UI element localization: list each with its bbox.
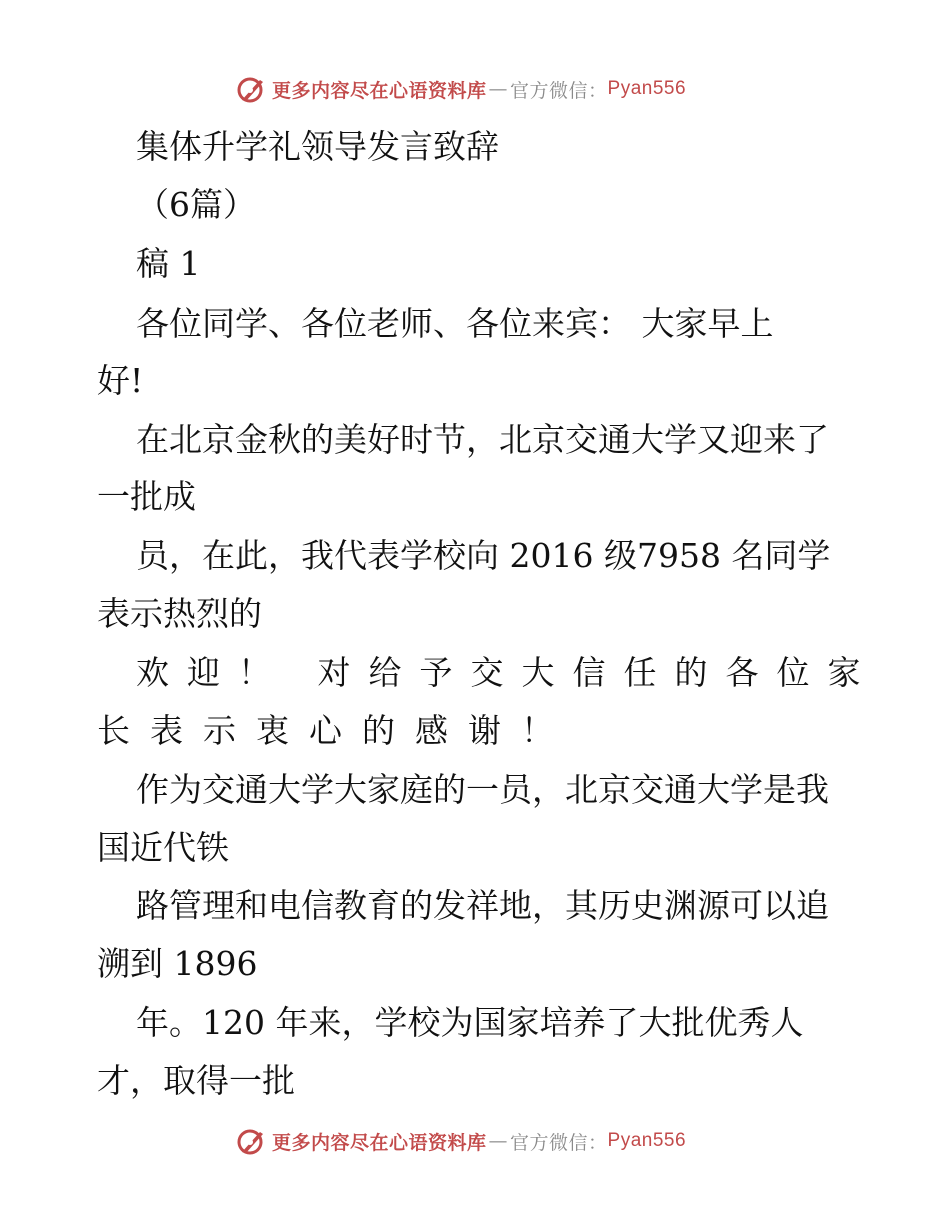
paragraph-line: 年。120 年来，学校为国家培养了大批优秀人 xyxy=(136,1003,804,1042)
watermark-official-label: 官方微信： xyxy=(510,1131,608,1154)
document-subtitle: （6篇） xyxy=(136,185,256,224)
watermark-wechat-id: Pyan556 xyxy=(607,78,687,99)
paragraph-line: 才，取得一批 xyxy=(97,1061,295,1100)
section-heading: 稿 1 xyxy=(136,244,201,283)
paragraph-line: 各位同学、各位老师、各位来宾： 大家早上 xyxy=(136,304,774,343)
paragraph-line: 作为交通大学大家庭的一员，北京交通大学是我 xyxy=(136,770,829,809)
paragraph-line: 好! xyxy=(97,361,144,400)
paragraph-line: 欢迎！ 对给予交大信任的各位家 xyxy=(136,653,879,692)
watermark-official-label: 官方微信： xyxy=(510,79,608,102)
watermark-wechat-id: Pyan556 xyxy=(607,1130,687,1151)
paragraph-line: 溯到 1896 xyxy=(97,944,258,983)
paragraph-line: 在北京金秋的美好时节，北京交通大学又迎来了 xyxy=(136,420,829,459)
watermark-text: 更多内容尽在心语资料库 xyxy=(272,1131,487,1154)
watermark-separator: — xyxy=(488,1130,509,1152)
watermark-text: 更多内容尽在心语资料库 xyxy=(272,79,487,102)
paragraph-line: 表示热烈的 xyxy=(97,594,262,633)
paragraph-line: 国近代铁 xyxy=(97,828,229,867)
paragraph-line: 长表示衷心的感谢！ xyxy=(97,711,574,750)
footer-watermark xyxy=(236,1124,686,1158)
paragraph-line: 路管理和电信教育的发祥地，其历史渊源可以追 xyxy=(136,886,829,925)
paragraph-line: 一批成 xyxy=(97,477,196,516)
watermark-separator: — xyxy=(488,78,509,100)
quill-logo-icon xyxy=(236,1126,266,1156)
document-title: 集体升学礼领导发言致辞 xyxy=(136,127,499,166)
paragraph-line: 员，在此，我代表学校向 2016 级7958 名同学 xyxy=(136,536,831,575)
